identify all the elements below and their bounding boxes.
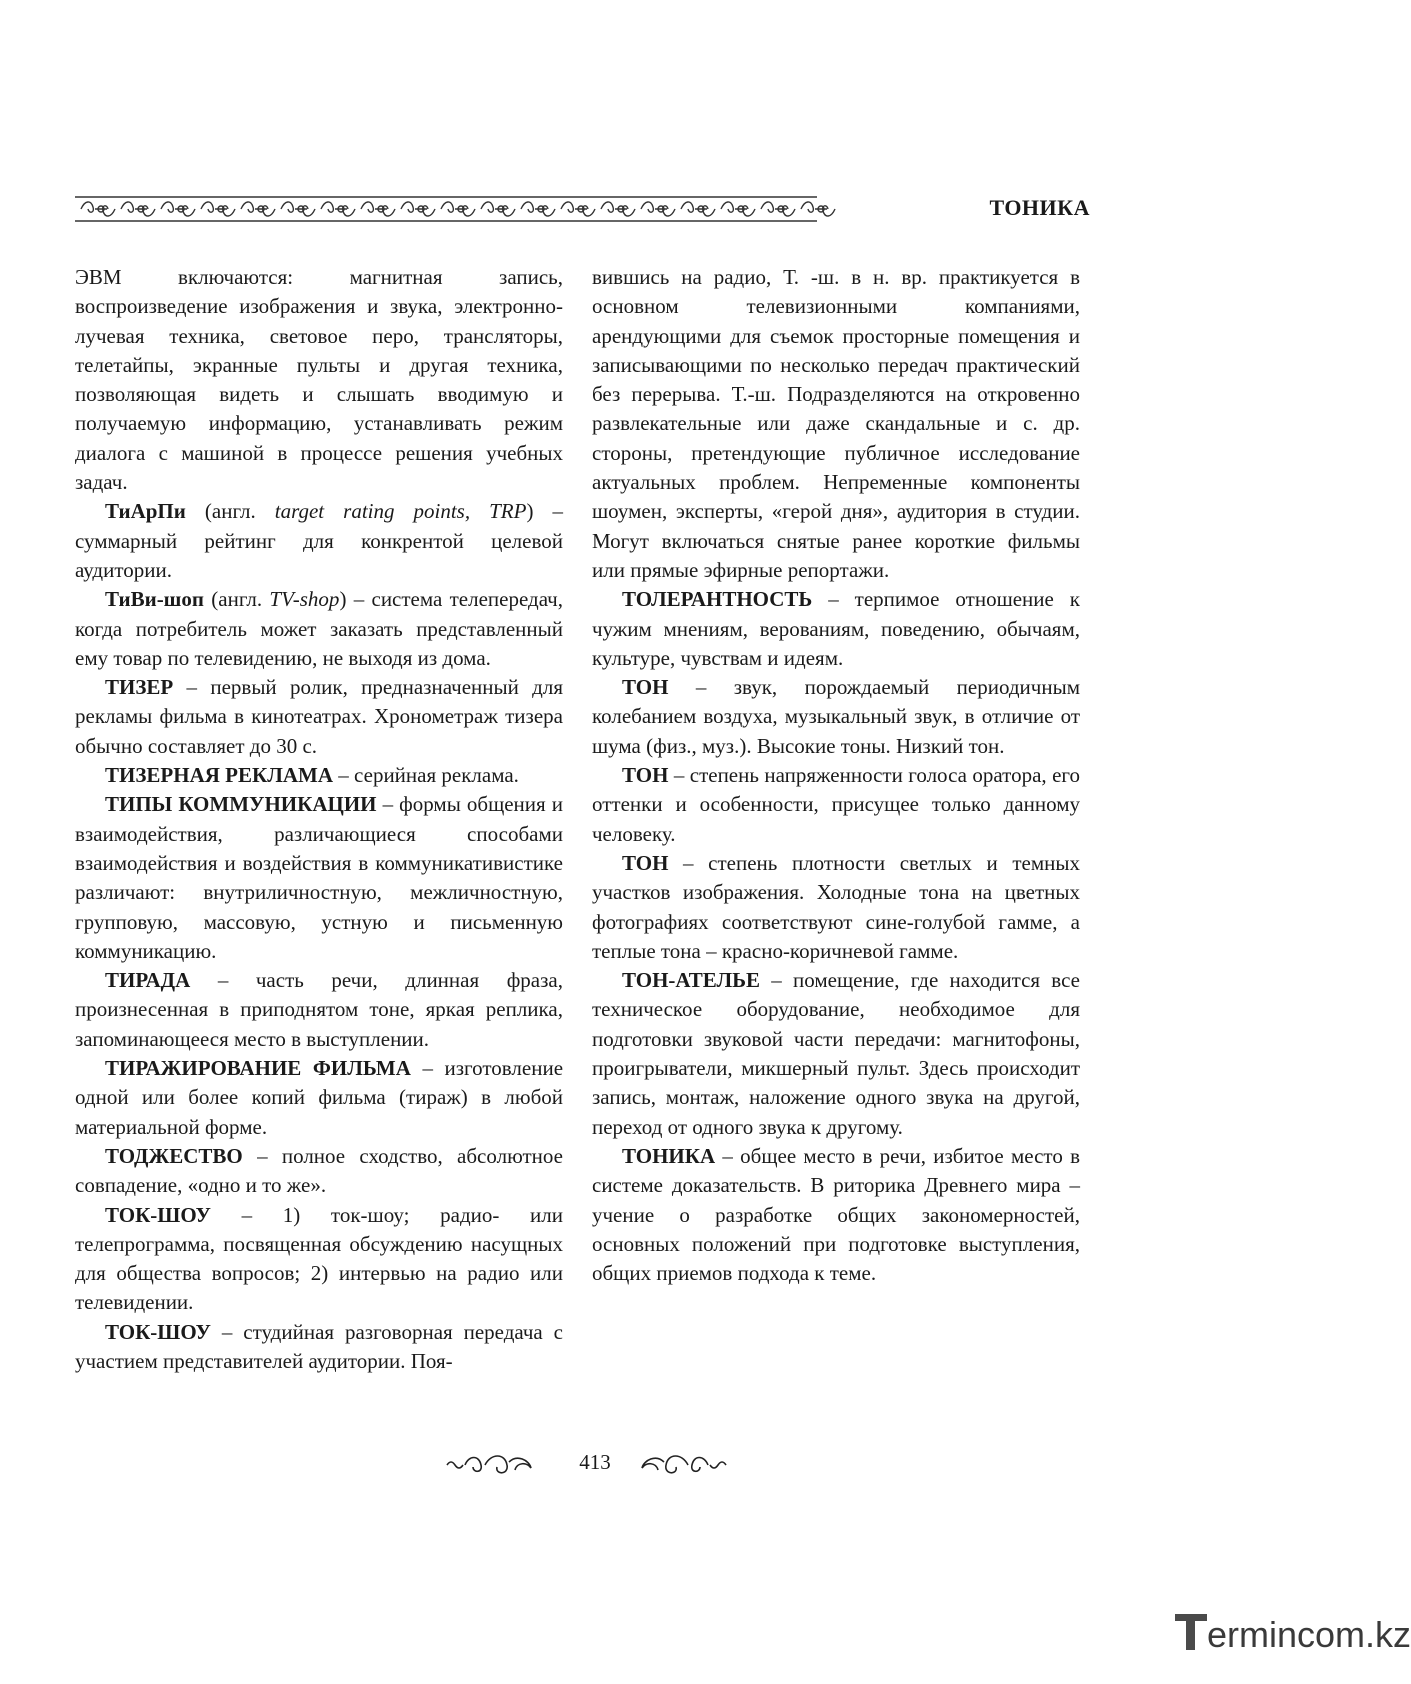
entry-definition: – полное сходство, абсолютное совпадение, «одно и то же». — [75, 1143, 563, 1198]
dictionary-entry — [75, 966, 563, 1054]
entry-term: ТиВи-шоп — [105, 587, 205, 612]
continuation-paragraph: вившись на радио, Т. -ш. в н. вр. практикуется в основном телевизионными компаниями, арендующими для съемок просторные помещения и записывающими по несколько передач практический без перерыва. Т.-ш. Подразделяются на откровенно развлекательные или даже скандальные и с. др. стороны, претендующие публичное исследование актуальных проблем. Непременные компоненты шоумен, эксперты, «герой дня», аудитория в студии. Могут включаться снятые ранее короткие фильмы или прямые эфирные репортажи. — [592, 265, 1080, 582]
continuation-paragraph: ЭВМ включаются: магнитная запись, воспроизведение изображения и звука, электронно-лучевая техника, световое перо, трансляторы, телетайпы, экранные пульты и другая техника, позволяющая видеть и слышать вводимую и получаемую информацию, устанавливать режим диалога с машиной в процессе решения учебных задач. — [75, 265, 563, 495]
ornamental-border-icon — [75, 195, 817, 223]
entry-definition: (англ. — [204, 587, 270, 612]
page-number: 413 — [579, 1450, 611, 1474]
entry-original-term: target rating points, TRP — [274, 499, 527, 524]
entry-term: ТИРАЖИРОВАНИЕ ФИЛЬМА — [105, 1056, 411, 1081]
dictionary-entry — [75, 585, 563, 673]
page-header — [75, 193, 1090, 227]
running-head: ТОНИКА — [989, 195, 1090, 220]
entry-term: ТОК-ШОУ — [105, 1319, 211, 1344]
dictionary-entry — [75, 497, 563, 585]
page-footer — [0, 1450, 1191, 1480]
entry-term: ТиАрПи — [105, 499, 186, 524]
entry-definition: – изготовление одной или более копий фильма (тираж) в любой материальной форме. — [75, 1056, 564, 1139]
entry-definition: – общее место в речи, избитое место в системе доказательств. В риторика Древнего мира – учение о разработке общих закономерностей, основных положений при подготовке выступления, общих приемов подхода к теме. — [592, 1143, 1080, 1286]
entry-definition: – серийная реклама. — [333, 763, 519, 788]
entry-term: ТОК-ШОУ — [105, 1202, 211, 1227]
dictionary-entry — [75, 1201, 563, 1318]
dictionary-entry — [592, 761, 1080, 849]
entry-term: ТИПЫ КОММУНИКАЦИИ — [105, 792, 377, 817]
entry-definition: – терпимое отношение к чужим мнениям, верованиям, поведению, обычаям, культуре, чувствам и идеям. — [592, 587, 1080, 670]
entry-definition: – формы общения и взаимодействия, различающиеся способами взаимодействия и воздействия в коммуникативистике различают: внутриличностную, межличностную, групповую, массовую, устную и письменную коммуникацию. — [75, 792, 563, 963]
dictionary-entry — [75, 1142, 563, 1201]
entry-original-term: TV-shop — [269, 587, 340, 612]
dictionary-entry — [592, 585, 1080, 673]
entry-definition: (англ. — [185, 499, 275, 524]
right-column — [592, 263, 1080, 1288]
dictionary-entry — [75, 761, 563, 790]
entry-definition: – помещение, где находится все техническое оборудование, необходимое для подготовки звуковой части передачи: магнитофоны, проигрыватели, микшерный пульт. Здесь происходит запись, монтаж, наложение одного звука на другой, переход от одного звука к другому. — [592, 968, 1080, 1139]
entry-definition: – степень плотности светлых и темных участков изображения. Холодные тона на цветных фотографиях соответствуют сине-голубой гамме, а теплые тона – красно-коричневой гамме. — [592, 850, 1080, 963]
entry-definition: ) – суммарный рейтинг для конкрентой целевой аудитории. — [75, 499, 563, 582]
swirl-right-icon — [638, 1454, 728, 1476]
entry-definition: ) – система телепередач, когда потребитель может заказать представленный ему товар по телевидению, не выходя из дома. — [75, 587, 563, 670]
dictionary-entry — [75, 1054, 563, 1142]
entry-definition: – часть речи, длинная фраза, произнесенная в приподнятом тоне, яркая реплика, запоминающееся место в выступлении. — [75, 968, 563, 1051]
left-column — [75, 263, 563, 1376]
dictionary-entry — [75, 1318, 563, 1377]
entry-term: ТОН — [622, 763, 669, 788]
dictionary-entry — [75, 673, 563, 761]
entry-definition: – звук, порождаемый периодичным колебанием воздуха, музыкальный звук, в отличие от шума (физ., муз.). Высокие тоны. Низкий тон. — [592, 675, 1080, 758]
swirl-left-icon — [445, 1454, 535, 1476]
entry-term: ТОДЖЕСТВО — [105, 1143, 243, 1168]
entry-term: ТИЗЕР — [105, 675, 174, 700]
entry-definition: – степень напряженности голоса оратора, его оттенки и особенности, присущее только данному человеку. — [592, 763, 1080, 846]
dictionary-entry — [592, 673, 1080, 761]
dictionary-entry — [75, 790, 563, 966]
entry-definition: – студийная разговорная передача с участием представителей аудитории. Поя- — [75, 1319, 563, 1373]
entry-definition: – первый ролик, предназначенный для рекламы фильма в кинотеатрах. Хронометраж тизера обычно составляет до 30 с. — [75, 675, 563, 758]
entry-term: ТИЗЕРНАЯ РЕКЛАМА — [105, 763, 334, 788]
entry-term: ТОНИКА — [622, 1143, 716, 1168]
entry-term: ТИРАДА — [105, 968, 191, 993]
watermark-logo-icon — [1173, 1610, 1209, 1654]
entry-term: ТОН — [622, 675, 669, 700]
entry-term: ТОЛЕРАНТНОСТЬ — [622, 587, 813, 612]
dictionary-entry — [592, 966, 1080, 1142]
entry-term: ТОН — [622, 850, 669, 875]
watermark-text: ermincom.kz — [1207, 1614, 1411, 1655]
entry-definition: – 1) ток-шоу; радио- или телепрограмма, посвященная обсуждению насущных для общества вопросов; 2) интервью на радио или телевидении. — [75, 1202, 563, 1315]
entry-term: ТОН-АТЕЛЬЕ — [622, 968, 760, 993]
dictionary-entry — [592, 849, 1080, 966]
dictionary-entry — [592, 1142, 1080, 1288]
